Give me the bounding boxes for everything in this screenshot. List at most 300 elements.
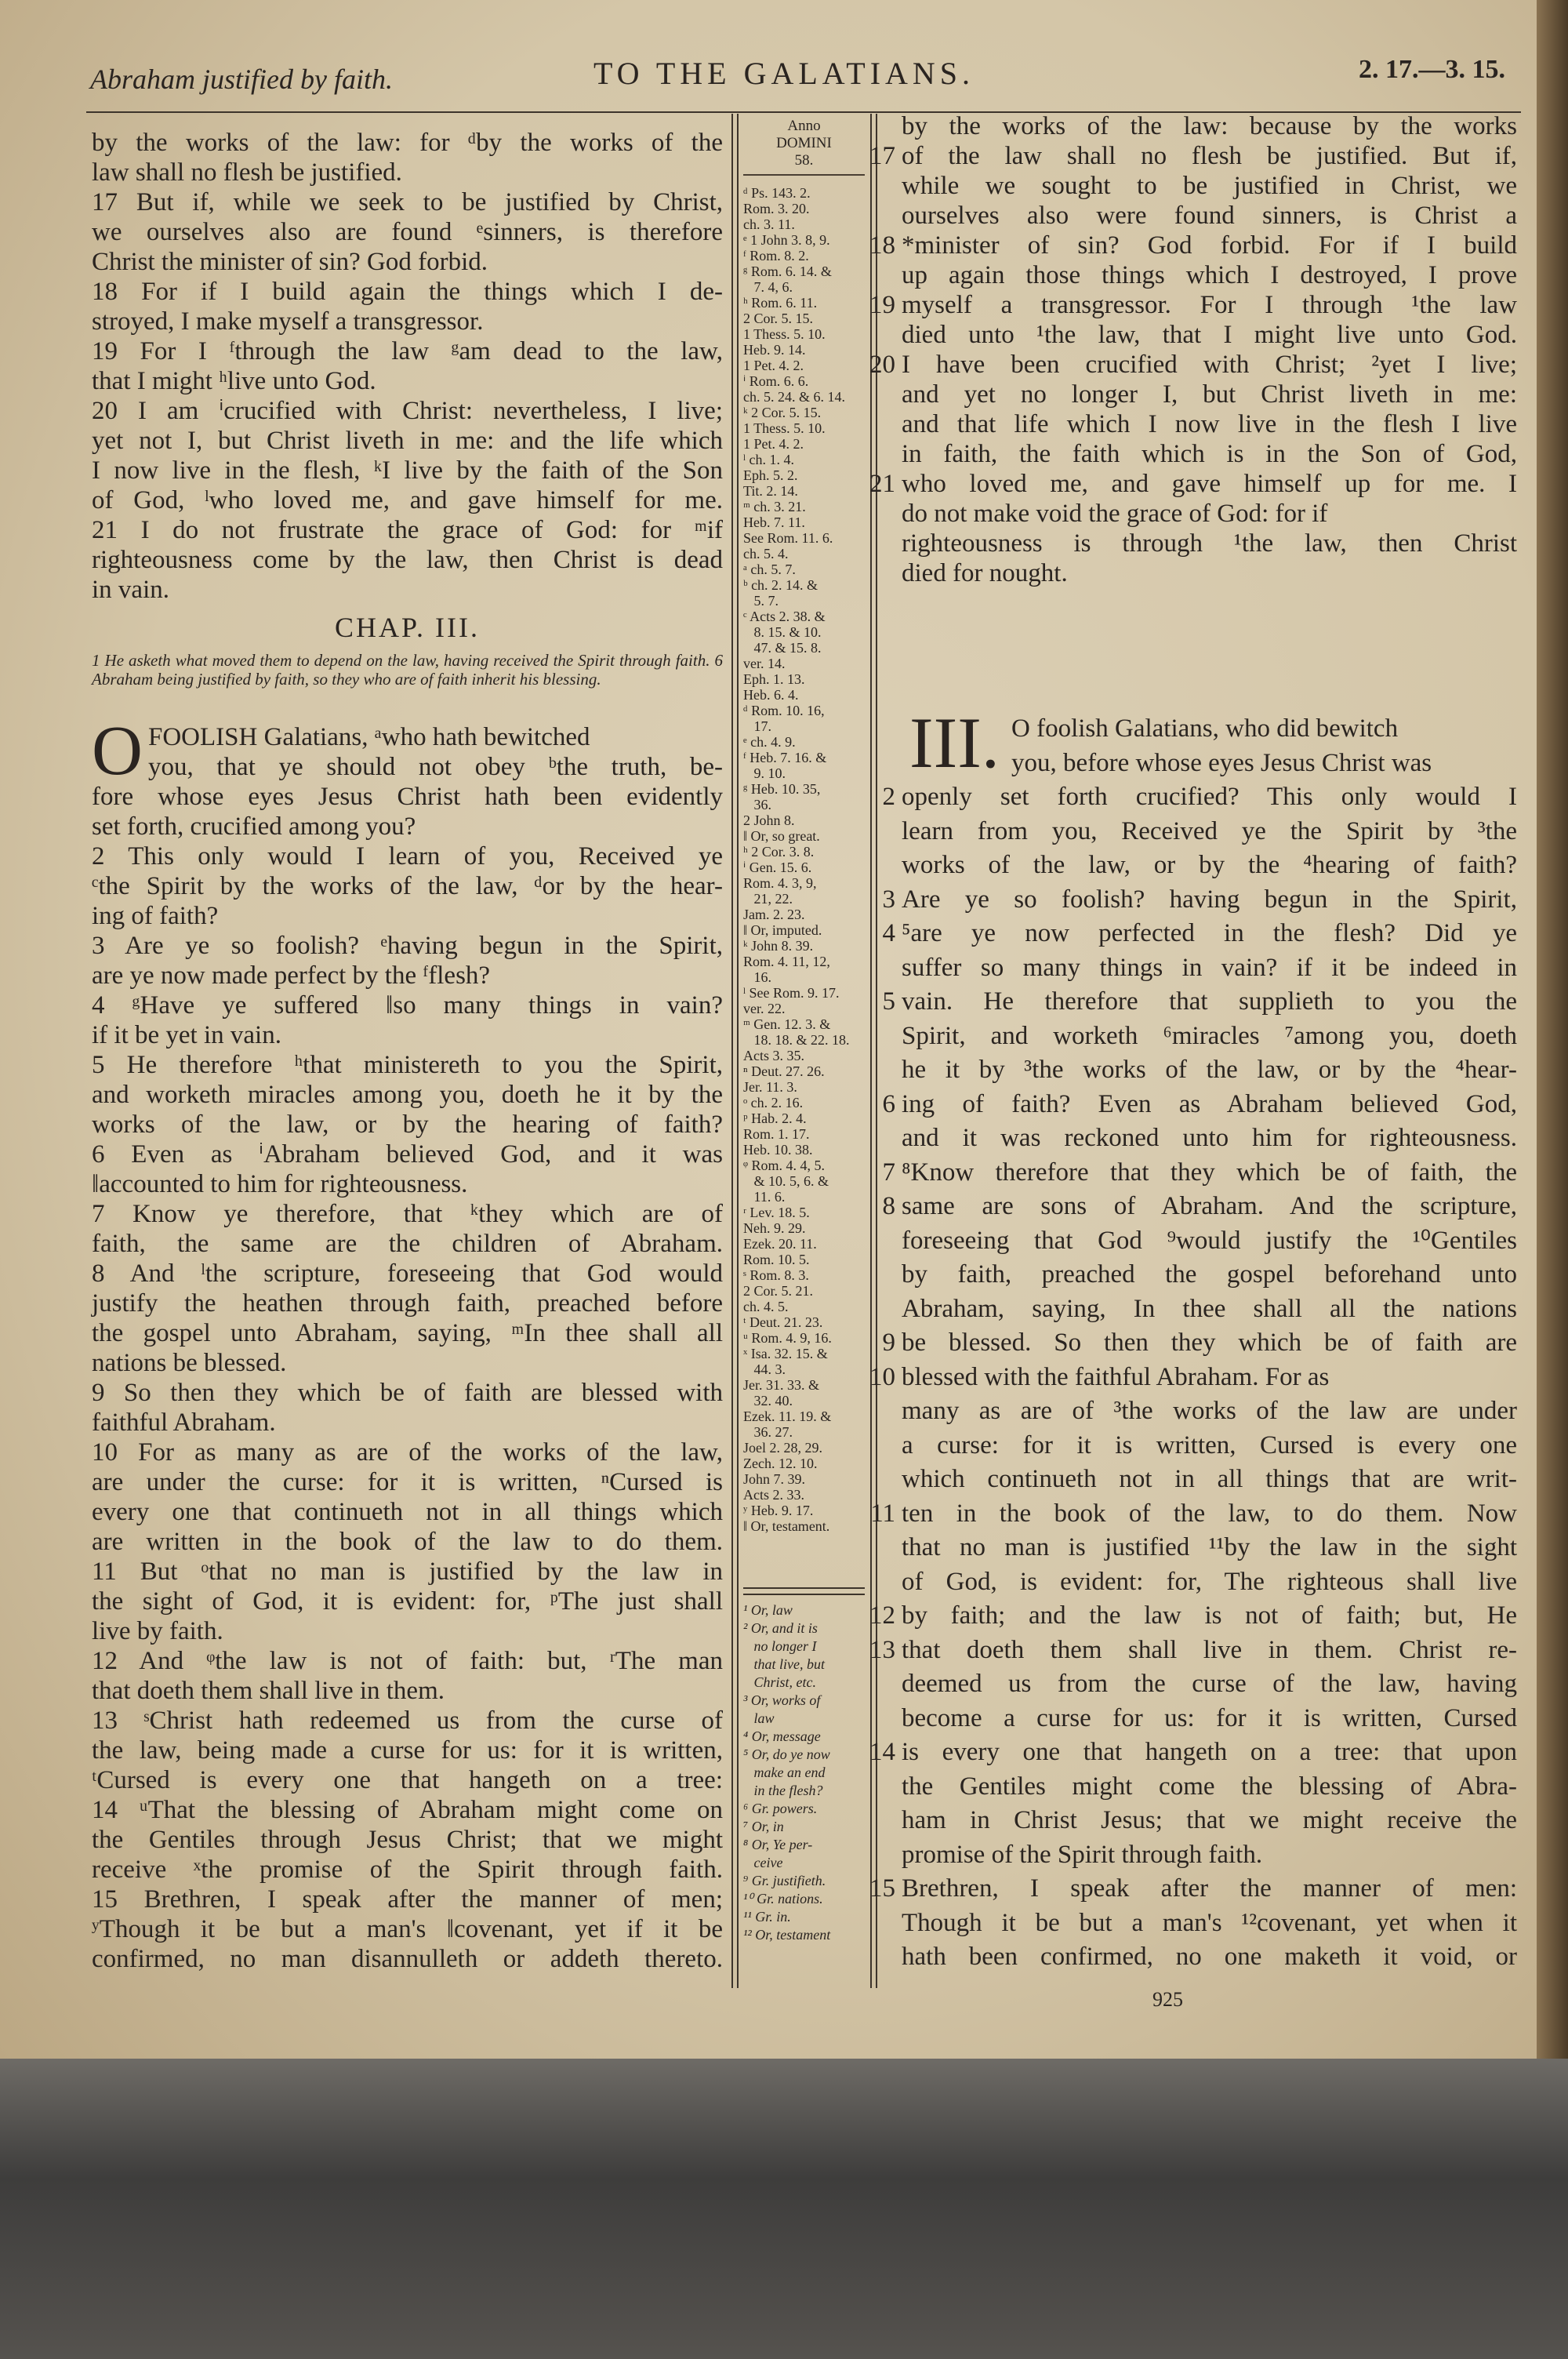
line-text: hath been confirmed, no one maketh it void, or <box>902 1943 1517 1971</box>
cross-reference: 11. 6. <box>743 1189 786 1205</box>
cross-reference: ʰ 2 Cor. 3. 8. <box>743 844 815 860</box>
cross-reference: Joel 2. 28, 29. <box>743 1440 822 1456</box>
line-text: and that life which I now live in the flesh I live <box>902 410 1517 438</box>
drop-cap: O <box>92 712 143 790</box>
text-line: nations be blessed. <box>92 1349 287 1377</box>
text-line: that doeth them shall live in them. <box>92 1677 445 1705</box>
line-text: that no man is justified ¹¹by the law in the sight <box>902 1533 1517 1561</box>
text-line <box>902 499 1517 529</box>
text-line: in vain. <box>92 576 169 604</box>
text-line: we ourselves also are found ᵉsinners, is therefore <box>92 218 723 246</box>
text-line: 15 Brethren, I speak after the manner of men; <box>92 1885 723 1914</box>
line-text: O foolish Galatians, who did bewitch <box>1011 714 1399 743</box>
text-line <box>882 883 1517 918</box>
cross-reference: ver. 22. <box>743 1001 786 1016</box>
text-line <box>869 350 1517 380</box>
cross-reference: 36. 27. <box>743 1424 793 1440</box>
text-line <box>869 1634 1517 1668</box>
verse-number: 17 <box>869 142 895 170</box>
text-line: that I might ʰlive unto God. <box>92 367 376 395</box>
chapter-summary: 1 He asketh what moved them to depend on the law, having received the Spirit through faith. 6 Abraham being justified by faith, so they who are of faith inherit his blessing. <box>92 651 723 689</box>
text-line: the law, being made a curse for us: for it is written, <box>92 1736 723 1765</box>
line-text: and yet no longer I, but Christ liveth in me: <box>902 380 1517 409</box>
cross-reference: Tit. 2. 14. <box>743 483 798 499</box>
cross-reference: ⁱ Rom. 6. 6. <box>743 373 809 389</box>
cross-reference: ᵐ ch. 3. 21. <box>743 499 806 514</box>
text-line: 3 Are ye so foolish? ᵉhaving begun in the Spirit, <box>92 932 723 960</box>
chapter-heading: CHAP. III. <box>334 612 480 643</box>
cross-reference: ᵖ Hab. 2. 4. <box>743 1110 807 1126</box>
cross-reference: 1 Pet. 4. 2. <box>743 358 804 373</box>
cross-reference: ʳ Lev. 18. 5. <box>743 1205 810 1220</box>
text-line: and worketh miracles among you, doeth he it by the <box>92 1081 723 1109</box>
marginal-note: ¹¹ Gr. in. <box>743 1909 791 1925</box>
book-title: TO THE GALATIANS. <box>593 56 975 91</box>
cross-reference: See Rom. 11. 6. <box>743 530 833 546</box>
line-text: by faith; and the law is not of faith; but, He <box>902 1601 1517 1630</box>
marginal-note: no longer I <box>743 1638 817 1654</box>
text-line <box>869 1361 1517 1395</box>
verse-number: 6 <box>882 1089 895 1118</box>
cross-reference: ‖ Or, testament. <box>743 1518 830 1534</box>
cross-reference: ver. 14. <box>743 656 786 671</box>
text-line: 13 ˢChrist hath redeemed us from the curse of <box>92 1707 723 1735</box>
line-text: you, before whose eyes Jesus Christ was <box>1011 748 1432 777</box>
line-text: ⁸Know therefore that they which be of faith, the <box>902 1158 1517 1187</box>
text-line: FOOLISH Galatians, ᵃwho hath bewitched <box>148 723 590 751</box>
cross-reference: ˣ Isa. 32. 15. & <box>743 1346 828 1361</box>
text-line: ‖accounted to him for righteousness. <box>92 1170 468 1198</box>
cross-reference: Rom. 4. 11, 12, <box>743 954 830 969</box>
verse-number: 5 <box>882 987 895 1016</box>
text-line: 6 Even as ⁱAbraham believed God, and it was <box>92 1140 723 1169</box>
text-line: righteousness come by the law, then Christ is dead <box>92 546 723 574</box>
text-line <box>902 320 1517 350</box>
cross-reference: ᵏ John 8. 39. <box>743 938 814 954</box>
line-text: works of the law, or by the ⁴hearing of faith? <box>902 851 1517 879</box>
cross-reference: ᶠ Rom. 8. 2. <box>743 248 809 264</box>
cross-reference: 21, 22. <box>743 891 793 907</box>
text-line: you, that ye should not obey ᵇthe truth, be- <box>148 753 723 781</box>
revised-text-chapter-3 <box>869 703 1517 1975</box>
line-text: up again those things which I destroyed, I prove <box>902 261 1517 289</box>
cross-reference: Ezek. 20. 11. <box>743 1236 817 1252</box>
marginal-note: ⁷ Or, in <box>743 1819 784 1834</box>
text-line <box>902 529 1517 558</box>
cross-reference: Heb. 9. 14. <box>743 342 806 358</box>
line-text: of the law shall no flesh be justified. But if, <box>902 142 1517 170</box>
line-text: myself a transgressor. For I through ¹the law <box>902 291 1517 319</box>
line-text: is every one that hangeth on a tree: that upon <box>902 1738 1517 1766</box>
line-text: promise of the Spirit through faith. <box>902 1840 1263 1869</box>
text-line: works of the law, or by the hearing of faith? <box>92 1110 723 1139</box>
verse-number: 9 <box>882 1329 895 1357</box>
text-line <box>902 439 1517 469</box>
cross-reference: ᵉ ch. 4. 9. <box>743 734 796 750</box>
anno-domini <box>743 118 865 176</box>
text-line <box>869 231 1517 260</box>
cross-reference: ᵗ Deut. 21. 23. <box>743 1314 823 1330</box>
text-line: 4 ᵍHave ye suffered ‖so many things in vain? <box>92 991 723 1020</box>
text-line: ᵗCursed is every one that hangeth on a tree: <box>92 1766 723 1794</box>
line-text: ham in Christ Jesus; that we might receive the <box>902 1806 1517 1834</box>
line-text: of God, is evident: for, The righteous shall live <box>902 1567 1517 1596</box>
text-line: of God, ˡwho loved me, and gave himself for me. <box>92 486 723 514</box>
text-line: 10 For as many as are of the works of the law, <box>92 1438 723 1467</box>
cross-reference: 9. 10. <box>743 765 786 781</box>
text-line <box>902 1292 1517 1327</box>
column-divider <box>870 114 872 1988</box>
cross-reference: Rom. 10. 5. <box>743 1252 810 1267</box>
cross-reference: Rom. 1. 17. <box>743 1126 810 1142</box>
text-line <box>869 290 1517 320</box>
cross-reference: & 10. 5, 6. & <box>743 1173 829 1189</box>
text-line: live by faith. <box>92 1617 223 1645</box>
text-line <box>902 1940 1517 1975</box>
year: 58. <box>794 152 814 169</box>
cross-reference: 47. & 15. 8. <box>743 640 822 656</box>
text-line: 18 For if I build again the things which I de- <box>92 278 723 306</box>
marginal-note: ³ Or, works of <box>743 1692 821 1708</box>
line-text: vain. He therefore that supplieth to you the <box>902 987 1517 1016</box>
drop-cap: III. <box>909 703 1000 783</box>
anno-label: Anno <box>787 118 821 134</box>
text-line <box>902 1429 1517 1463</box>
line-text: Brethren, I speak after the manner of men: <box>902 1874 1517 1903</box>
verse-number: 8 <box>882 1192 895 1220</box>
cross-reference: 17. <box>743 718 771 734</box>
cross-reference: 2 Cor. 5. 15. <box>743 311 814 326</box>
chapter-verse-range: 2. 17.—3. 15. <box>1359 55 1505 84</box>
line-text: by faith, preached the gospel beforehand unto <box>902 1260 1517 1289</box>
text-line: the gospel unto Abraham, saying, ᵐIn thee shall all <box>92 1319 723 1347</box>
text-line <box>902 558 1517 588</box>
text-line <box>902 1020 1517 1054</box>
running-head-left: Abraham justified by faith. <box>90 64 393 95</box>
cross-reference: ‖ Or, so great. <box>743 828 820 844</box>
verse-number: 12 <box>869 1601 895 1630</box>
cross-reference: ᵏ 2 Cor. 5. 15. <box>743 405 822 420</box>
cross-reference: ᶜ Acts 2. 38. & <box>743 609 826 624</box>
line-text: righteousness is through ¹the law, then Christ <box>902 529 1517 558</box>
cross-reference: ch. 5. 24. & 6. 14. <box>743 389 845 405</box>
verse-number: 10 <box>869 1362 895 1391</box>
text-line <box>902 1565 1517 1600</box>
text-line: are ye now made perfect by the ᶠflesh? <box>92 961 491 990</box>
text-line <box>902 171 1517 201</box>
cross-reference: John 7. 39. <box>743 1471 806 1487</box>
text-line <box>882 1190 1517 1224</box>
marginal-note: ⁸ Or, Ye per- <box>743 1837 813 1852</box>
line-text: openly set forth crucified? This only would I <box>902 783 1517 811</box>
cross-reference: 7. 4, 6. <box>743 279 793 295</box>
line-text: Spirit, and worketh ⁶miracles ⁷among you, doeth <box>902 1021 1517 1050</box>
cross-reference: ᵍ Heb. 10. 35, <box>743 781 821 797</box>
cross-reference: Heb. 10. 38. <box>743 1142 813 1158</box>
line-text: I have been crucified with Christ; ²yet I live; <box>902 351 1517 379</box>
text-line: receive ˣthe promise of the Spirit through faith. <box>92 1856 723 1884</box>
marginal-note: ¹ Or, law <box>743 1602 793 1618</box>
text-line <box>902 1804 1517 1838</box>
text-line: 19 For I ᶠthrough the law ᵍam dead to the law, <box>92 337 723 365</box>
line-text: died for nought. <box>902 559 1068 587</box>
cross-reference: 1 Thess. 5. 10. <box>743 420 826 436</box>
verse-number: 2 <box>882 783 895 811</box>
text-line: faith, the same are the children of Abraham. <box>92 1230 723 1258</box>
kjv-text-top <box>92 128 723 605</box>
cross-reference: 5. 7. <box>743 593 779 609</box>
text-line <box>902 1121 1517 1156</box>
cross-reference-column <box>743 118 865 1534</box>
marginal-notes <box>743 1601 865 1944</box>
cross-reference: ˢ Rom. 8. 3. <box>743 1267 809 1283</box>
line-text: which continueth not in all things that are writ- <box>902 1465 1517 1493</box>
line-text: died unto ¹the law, that I might live unto God. <box>902 321 1517 349</box>
text-line: stroyed, I make myself a transgressor. <box>92 307 484 336</box>
text-line: confirmed, no man disannulleth or addeth thereto. <box>92 1945 723 1973</box>
verse-number: 15 <box>869 1874 895 1903</box>
verse-number: 21 <box>869 470 895 498</box>
cross-reference: ᵈ Ps. 143. 2. <box>743 185 811 201</box>
text-line: ʸThough it be but a man's ‖covenant, yet if it be <box>92 1915 723 1943</box>
text-line <box>902 1531 1517 1565</box>
page-number: 925 <box>1152 1988 1183 2011</box>
text-line <box>902 380 1517 409</box>
text-line <box>902 409 1517 439</box>
text-line <box>902 1224 1517 1259</box>
line-text: be blessed. So then they which be of faith are <box>902 1329 1517 1357</box>
verse-number: 14 <box>869 1738 895 1766</box>
cross-reference: ᵉ 1 John 3. 8, 9. <box>743 232 830 248</box>
text-line: the sight of God, it is evident: for, ᵖThe just shall <box>92 1587 723 1616</box>
text-line: 17 But if, while we seek to be justified by Christ, <box>92 188 723 216</box>
cross-reference: Rom. 4. 3, 9, <box>743 875 817 891</box>
text-line <box>882 985 1517 1020</box>
text-line: 2 This only would I learn of you, Received ye <box>92 842 723 871</box>
cross-reference: Ezek. 11. 19. & <box>743 1408 832 1424</box>
text-line: if it be yet in vain. <box>92 1021 281 1049</box>
text-line <box>882 917 1517 951</box>
text-line <box>902 260 1517 290</box>
line-text: become a curse for us: for it is written, Cursed <box>902 1703 1517 1732</box>
text-line: every one that continueth not in all things which <box>92 1498 723 1526</box>
cross-reference: ⁱ Gen. 15. 6. <box>743 860 812 875</box>
cross-reference: Zech. 12. 10. <box>743 1456 818 1471</box>
line-text: by the works of the law: because by the works <box>902 112 1517 140</box>
marginal-note: ¹⁰ Gr. nations. <box>743 1891 823 1906</box>
marginal-note: ⁵ Or, do ye now <box>743 1747 830 1762</box>
verse-number: 19 <box>869 291 895 319</box>
verse-number: 4 <box>882 919 895 947</box>
line-text: foreseeing that God ⁹would justify the ¹⁰Gentiles <box>902 1226 1517 1255</box>
cross-reference: 16. <box>743 969 771 985</box>
cross-reference: ᵠ Rom. 4. 4, 5. <box>743 1158 826 1173</box>
verse-number: 18 <box>869 231 895 260</box>
text-line: by the works of the law: for ᵈby the works of the <box>92 129 723 157</box>
marginal-note: ⁹ Gr. justifieth. <box>743 1873 826 1888</box>
text-line <box>902 815 1517 849</box>
line-text: that doeth them shall live in them. Christ re- <box>902 1635 1517 1664</box>
verse-number: 13 <box>869 1635 895 1664</box>
background-surface <box>0 2059 1568 2359</box>
cross-reference: Jer. 31. 33. & <box>743 1377 819 1393</box>
cross-reference: ᵇ ch. 2. 14. & <box>743 577 818 593</box>
text-line <box>869 1599 1517 1634</box>
cross-references <box>743 185 865 1534</box>
line-text: learn from you, Received ye the Spirit by ³the <box>902 816 1517 845</box>
text-line: 20 I am ⁱcrucified with Christ: nevertheless, I live; <box>92 397 723 425</box>
marginal-note: make an end <box>743 1765 826 1780</box>
text-line: 14 ᵘThat the blessing of Abraham might come on <box>92 1796 723 1824</box>
marginal-note: ⁴ Or, message <box>743 1728 821 1744</box>
text-line: justify the heathen through faith, preached before <box>92 1289 723 1318</box>
verse-number: 20 <box>869 351 895 379</box>
text-line: 21 I do not frustrate the grace of God: for ᵐif <box>92 516 723 544</box>
cross-reference: ᶠ Heb. 7. 16. & <box>743 750 827 765</box>
marginal-note: ⁶ Gr. powers. <box>743 1801 818 1816</box>
text-line <box>1011 712 1517 747</box>
cross-reference: ᵃ ch. 5. 7. <box>743 562 796 577</box>
line-text: suffer so many things in vain? if it be indeed in <box>902 953 1517 982</box>
cross-reference: ʰ Rom. 6. 11. <box>743 295 818 311</box>
text-line: I now live in the flesh, ᵏI live by the faith of the Son <box>92 456 723 485</box>
text-line <box>902 201 1517 231</box>
cross-reference: 1 Thess. 5. 10. <box>743 326 826 342</box>
cross-reference: ˡ ch. 1. 4. <box>743 452 794 467</box>
text-line: are under the curse: for it is written, ⁿCursed is <box>92 1468 723 1496</box>
notes-rule <box>743 1587 865 1589</box>
text-line <box>882 1156 1517 1190</box>
cross-reference: ᵘ Rom. 4. 9, 16. <box>743 1330 832 1346</box>
cross-reference: Acts 2. 33. <box>743 1487 804 1503</box>
marginal-note: in the flesh? <box>743 1783 823 1798</box>
cross-reference: 2 Cor. 5. 21. <box>743 1283 814 1299</box>
cross-reference: 2 John 8. <box>743 812 795 828</box>
text-line: 8 And ˡthe scripture, foreseeing that God would <box>92 1259 723 1288</box>
cross-reference: ˡ See Rom. 9. 17. <box>743 985 840 1001</box>
text-line: set forth, crucified among you? <box>92 812 416 841</box>
marginal-note: that live, but <box>743 1656 825 1672</box>
text-line <box>902 1667 1517 1702</box>
cross-reference: 1 Pet. 4. 2. <box>743 436 804 452</box>
text-line <box>902 1838 1517 1873</box>
cross-reference: Rom. 3. 20. <box>743 201 810 216</box>
text-line: 7 Know ye therefore, that ᵏthey which are of <box>92 1200 723 1228</box>
text-line <box>882 1326 1517 1361</box>
text-line <box>902 1906 1517 1941</box>
marginal-note: ² Or, and it is <box>743 1620 818 1636</box>
text-line: fore whose eyes Jesus Christ hath been evidently <box>92 783 723 811</box>
text-line: law shall no flesh be justified. <box>92 158 402 187</box>
line-text: *minister of sin? God forbid. For if I build <box>902 231 1517 260</box>
line-text: deemed us from the curse of the law, having <box>902 1670 1517 1698</box>
text-line: 9 So then they which be of faith are blessed with <box>92 1379 723 1407</box>
cross-reference: 18. 18. & 22. 18. <box>743 1032 850 1048</box>
line-text: in faith, the faith which is in the Son of God, <box>902 440 1517 468</box>
text-line <box>870 1497 1517 1532</box>
cross-reference: 36. <box>743 797 771 812</box>
text-line: 5 He therefore ʰthat ministereth to you the Spirit, <box>92 1051 723 1079</box>
cross-reference: ch. 4. 5. <box>743 1299 789 1314</box>
line-text: blessed with the faithful Abraham. For as <box>902 1362 1330 1391</box>
cross-reference: ch. 3. 11. <box>743 216 795 232</box>
text-line <box>869 469 1517 499</box>
line-text: do not make void the grace of God: for if <box>902 500 1328 528</box>
cross-reference: Heb. 6. 4. <box>743 687 799 703</box>
text-line <box>902 1258 1517 1292</box>
cross-reference: ⁿ Deut. 27. 26. <box>743 1063 825 1079</box>
cross-reference: Eph. 1. 13. <box>743 671 805 687</box>
verse-number: 7 <box>882 1158 895 1187</box>
cross-reference: Jam. 2. 23. <box>743 907 805 922</box>
marginal-note: law <box>743 1710 775 1726</box>
verse-number: 3 <box>882 885 895 914</box>
marginal-note: ceive <box>743 1855 783 1870</box>
text-line <box>869 1872 1517 1906</box>
cross-reference: ᵐ Gen. 12. 3. & <box>743 1016 831 1032</box>
text-line <box>902 1463 1517 1497</box>
text-line: faithful Abraham. <box>92 1408 276 1437</box>
cross-reference: ‖ Or, imputed. <box>743 922 822 938</box>
text-line <box>902 849 1517 883</box>
kjv-text-chapter-3 <box>92 712 723 1974</box>
text-line: the Gentiles through Jesus Christ; that we might <box>92 1826 723 1854</box>
text-line <box>1011 747 1517 781</box>
marginal-note: ¹² Or, testament <box>743 1927 831 1943</box>
text-line: Christ the minister of sin? God forbid. <box>92 248 488 276</box>
text-line <box>902 1770 1517 1805</box>
cross-reference: 44. 3. <box>743 1361 786 1377</box>
text-line: ᶜthe Spirit by the works of the law, ᵈor by the hear- <box>92 872 723 900</box>
text-line <box>902 951 1517 986</box>
text-line <box>869 141 1517 171</box>
line-text: Are ye so foolish? having begun in the Spirit, <box>902 885 1517 914</box>
text-line <box>902 1053 1517 1088</box>
text-line <box>902 1702 1517 1736</box>
text-line <box>902 1394 1517 1429</box>
line-text: he it by ³the works of the law, or by the ⁴hear- <box>902 1056 1517 1084</box>
cross-reference: Acts 3. 35. <box>743 1048 804 1063</box>
text-line: are written in the book of the law to do them. <box>92 1528 723 1556</box>
text-line: yet not I, but Christ liveth in me: and the life which <box>92 427 723 455</box>
column-divider <box>737 114 739 1988</box>
text-line <box>869 1736 1517 1770</box>
line-text: while we sought to be justified in Christ, we <box>902 172 1517 200</box>
line-text: a curse: for it is written, Cursed is every one <box>902 1430 1517 1459</box>
cross-reference: ch. 5. 4. <box>743 546 789 562</box>
cross-reference: ᵈ Rom. 10. 16, <box>743 703 825 718</box>
line-text: same are sons of Abraham. And the scripture, <box>902 1192 1517 1220</box>
cross-reference: 8. 15. & 10. <box>743 624 822 640</box>
line-text: Though it be but a man's ¹²covenant, yet when it <box>902 1908 1517 1937</box>
line-text: ourselves also were found sinners, is Christ a <box>902 202 1517 230</box>
text-line <box>882 780 1517 815</box>
line-text: the Gentiles might come the blessing of Abra- <box>902 1772 1517 1801</box>
line-text: who loved me, and gave himself up for me. I <box>902 470 1517 498</box>
line-text: ing of faith? Even as Abraham believed God, <box>902 1089 1517 1118</box>
notes-rule <box>743 1594 865 1595</box>
verse-number: 11 <box>870 1499 895 1528</box>
cross-reference: Jer. 11. 3. <box>743 1079 797 1095</box>
domini-label: DOMINI <box>776 135 832 151</box>
line-text: ⁵are ye now perfected in the flesh? Did ye <box>902 919 1517 947</box>
line-text: and it was reckoned unto him for righteousness. <box>902 1124 1517 1152</box>
cross-reference: Neh. 9. 29. <box>743 1220 806 1236</box>
revised-text-top <box>869 111 1517 588</box>
book-edge <box>1537 0 1568 2117</box>
text-line: ing of faith? <box>92 902 219 930</box>
line-text: many as are of ³the works of the law are under <box>902 1397 1517 1425</box>
